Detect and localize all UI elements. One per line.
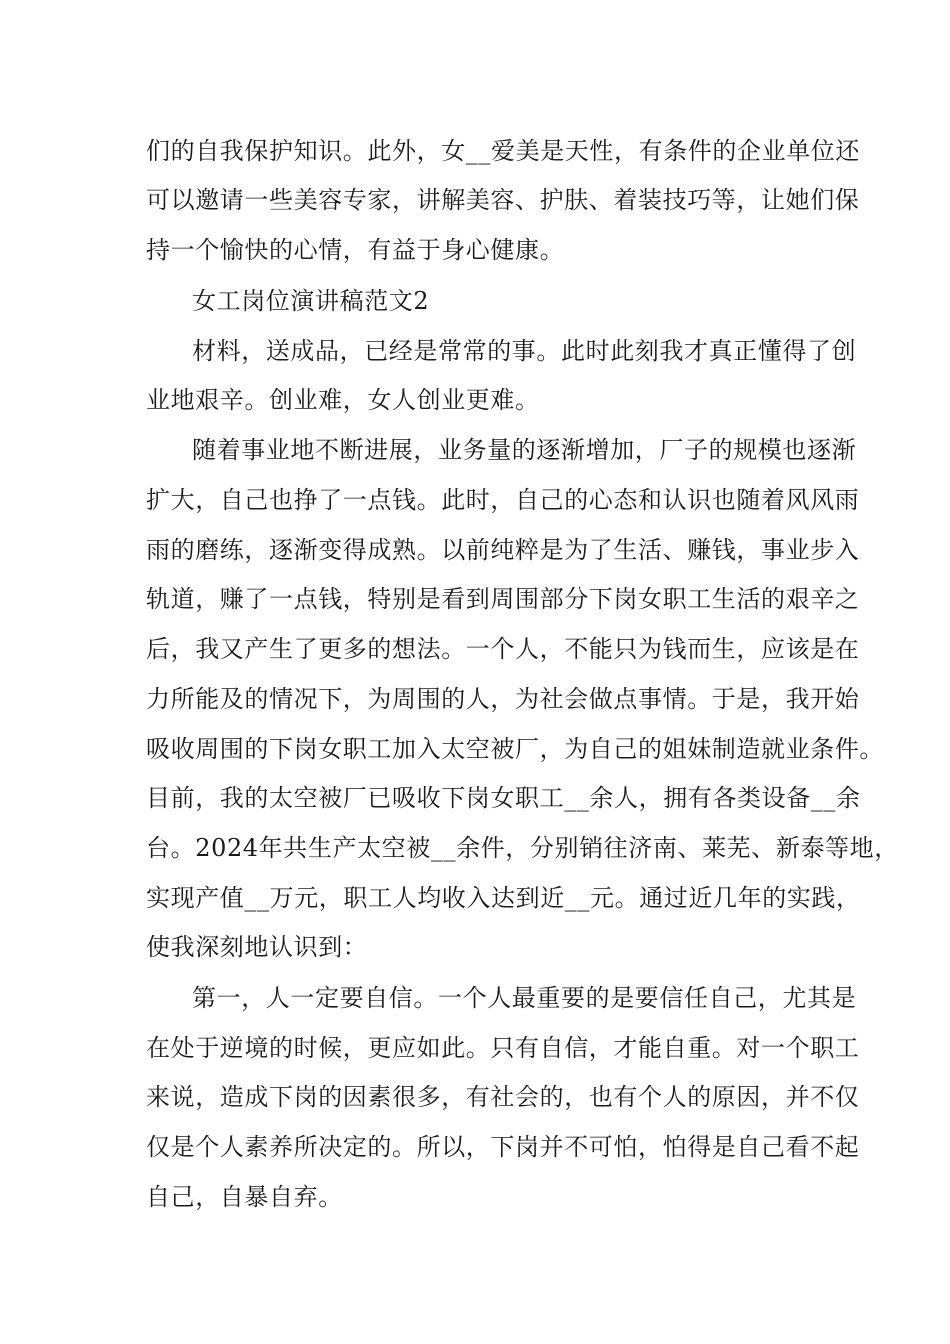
text-line: 随着事业地不断进展，业务量的逐渐增加，厂子的规模也逐渐 (192, 436, 857, 464)
text-line: 台。2024年共生产太空被__余件，分别销往济南、莱芜、新泰等地， (146, 834, 899, 862)
text-line: 力所能及的情况下，为周围的人，为社会做点事情。于是，我开始 (146, 685, 860, 713)
text-line: 目前，我的太空被厂已吸收下岗女职工__余人，拥有各类设备__余 (146, 784, 861, 812)
text-line: 业地艰辛。创业难，女人创业更难。 (146, 386, 540, 414)
text-line: 扩大，自己也挣了一点钱。此时，自己的心态和认识也随着风风雨 (146, 486, 860, 514)
text-line: 吸收周围的下岗女职工加入太空被厂，为自己的姐妹制造就业条件。 (146, 735, 884, 763)
text-line: 材料，送成品，已经是常常的事。此时此刻我才真正懂得了创 (192, 337, 857, 365)
text-line: 可以邀请一些美容专家，讲解美容、护肤、着装技巧等，让她们保 (146, 186, 860, 214)
section-heading: 女工岗位演讲稿范文2 (192, 287, 430, 315)
text-line: 轨道，赚了一点钱，特别是看到周围部分下岗女职工生活的艰辛之 (146, 585, 860, 613)
text-line: 在处于逆境的时候，更应如此。只有自信，才能自重。对一个职工 (146, 1034, 860, 1062)
text-line: 来说，造成下岗的因素很多，有社会的，也有个人的原因，并不仅 (146, 1083, 860, 1111)
text-line: 第一，人一定要自信。一个人最重要的是要信任自己，尤其是 (192, 984, 857, 1012)
text-line: 雨的磨练，逐渐变得成熟。以前纯粹是为了生活、赚钱，事业步入 (146, 536, 860, 564)
text-line: 实现产值__万元，职工人均收入达到近__元。通过近几年的实践， (146, 884, 861, 912)
text-line: 自己，自暴自弃。 (146, 1183, 343, 1211)
text-line: 仅是个人素养所决定的。所以，下岗并不可怕，怕得是自己看不起 (146, 1133, 860, 1161)
text-line: 们的自我保护知识。此外，女__爱美是天性，有条件的企业单位还 (146, 137, 860, 165)
text-line: 使我深刻地认识到： (146, 933, 368, 961)
text-line: 后，我又产生了更多的想法。一个人，不能只为钱而生，应该是在 (146, 635, 860, 663)
text-line: 持一个愉快的心情，有益于身心健康。 (146, 236, 565, 264)
